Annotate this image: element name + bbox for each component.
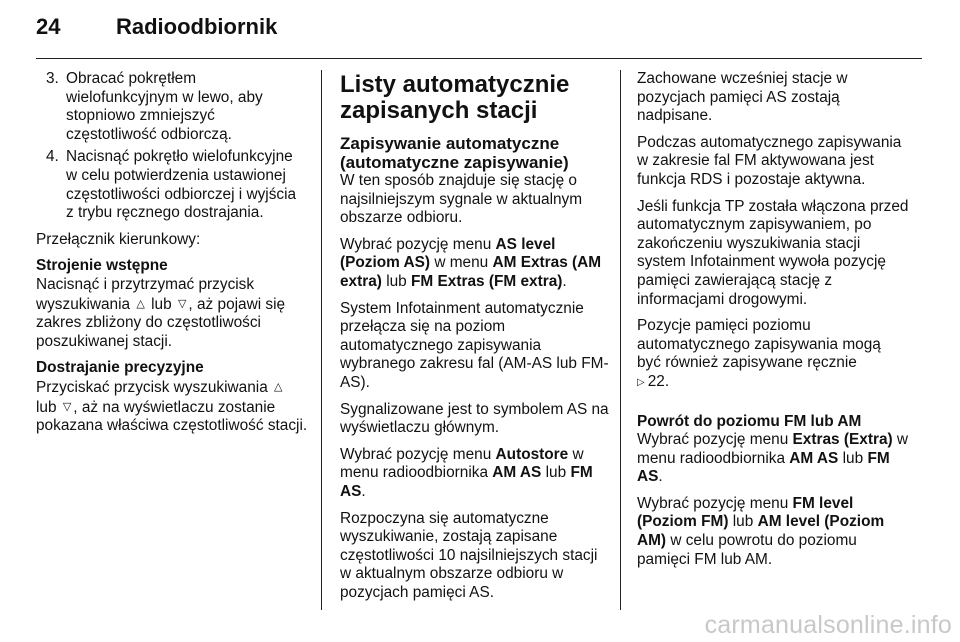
text-run: w celu powrotu do poziomu pamięci FM lub AM.: [637, 532, 857, 568]
menu-item-ref: FM AS: [637, 449, 890, 486]
menu-item-ref: AS level (Poziom AS): [340, 235, 556, 272]
paragraph: Jeśli funkcja TP została włączona przed automatycznym zapisywaniem, po zakończeniu wyszukiwania stacji system Infotainment wywoła pozycję pamięci zawierającą stację z informacjami drogowymi.: [637, 197, 909, 308]
paragraph: System Infotainment automatycznie przełącza się na poziom automatycznego zapisywania wybranego zakresu fal (AM-AS lub FM-AS).: [340, 299, 609, 391]
menu-item-ref: AM AS: [789, 449, 839, 467]
text-run: lub: [151, 295, 172, 313]
steps-list: [36, 70, 308, 223]
text-run: .: [658, 468, 663, 486]
text-run: lub: [36, 398, 57, 416]
section-heading: Powrót do poziomu FM lub AM: [637, 412, 862, 430]
fine-tuning-heading: Dostrajanie precyzyjne: [36, 359, 204, 377]
paragraph: [340, 446, 612, 502]
menu-item-ref: AM level (Poziom AM): [637, 513, 885, 550]
paragraph: [637, 495, 909, 569]
seek-down-icon: ▽: [177, 297, 187, 310]
text-run: Wybrać pozycję menu: [340, 445, 492, 463]
fine-tuning-text: [36, 378, 308, 436]
text-run: Pozycje pamięci poziomu automatycznego zapisywania mogą być również zapisywane ręcznie: [637, 317, 881, 372]
spacer: [637, 401, 909, 413]
seek-up-icon: △: [136, 297, 145, 310]
column-1: [36, 70, 308, 444]
step-4: [36, 148, 308, 222]
watermark: carmanualsonline.info: [704, 611, 952, 639]
text-run: lub: [732, 513, 754, 531]
text-run: Wybrać pozycję menu: [340, 235, 492, 253]
text-run: .: [361, 482, 366, 500]
paragraph: Podczas automatycznego zapisywania w zakresie fal FM aktywowana jest funkcja RDS i pozostaje aktywna.: [637, 133, 902, 188]
coarse-tuning-heading: Strojenie wstępne: [36, 257, 168, 275]
paragraph: Sygnalizowane jest to symbolem AS na wyświetlaczu głównym.: [340, 400, 609, 437]
menu-item-ref: AM Extras (AM extra): [340, 254, 602, 290]
menu-item-ref: FM AS: [340, 464, 593, 500]
header-rule: [36, 58, 922, 59]
section-title: Radioodbiornik: [116, 14, 278, 39]
page-number: 24: [36, 14, 61, 39]
paragraph: [637, 317, 909, 392]
text-run: w menu radioodbiornika: [340, 445, 584, 482]
menu-item-ref: FM level (Poziom FM): [637, 494, 854, 531]
step-3: [36, 70, 308, 144]
text-run: lub: [386, 272, 407, 290]
text-run: w menu radioodbiornika: [637, 431, 909, 467]
text-run: Przyciskać przycisk wyszukiwania: [36, 378, 268, 396]
paragraph: Zachowane wcześniej stacje w pozycjach pamięci AS zostają nadpisane.: [637, 70, 848, 125]
text-run: lub: [842, 449, 864, 467]
text-run: , aż na wyświetlaczu zostanie pokazana właściwa częstotliwość stacji.: [36, 398, 308, 435]
page-ref: 22.: [647, 372, 670, 390]
text-run: , aż pojawi się zakres zbliżony do częstotliwości poszukiwanej stacji.: [36, 295, 286, 350]
text-run: Wybrać pozycję menu: [637, 431, 789, 449]
column-divider: [620, 70, 621, 610]
menu-item-ref: FM Extras (FM extra): [411, 272, 563, 290]
column-3: [637, 70, 909, 577]
menu-item-ref: AM AS: [492, 464, 542, 482]
column-2: [340, 70, 612, 610]
step-number: 4.: [46, 148, 59, 166]
menu-item-ref: Autostore: [495, 445, 569, 463]
coarse-tuning-text: [36, 276, 308, 351]
paragraph: [340, 236, 612, 292]
column-divider: [321, 70, 322, 610]
step-text: Nacisnąć pokrętło wielofunkcyjne w celu potwierdzenia ustawionej częstotliwości odbiorczej i wyjścia z trybu ręcznego dostrajania.: [66, 148, 297, 222]
paragraph: [637, 431, 909, 487]
seek-down-icon: ▽: [62, 400, 72, 413]
text-run: Nacisnąć i przytrzymać przycisk wyszukiwania: [36, 275, 255, 313]
page-header: [36, 14, 926, 48]
subsection-title: Zapisywanie automatyczne (automatyczne zapisywanie): [340, 134, 569, 172]
paragraph: W ten sposób znajduje się stację o najsilniejszym sygnale w aktualnym obszarze odbioru.: [340, 172, 583, 227]
seek-up-icon: △: [274, 380, 283, 393]
step-text: Obracać pokrętłem wielofunkcyjnym w lewo, aby stopniowo zmniejszyć częstotliwość odbiorczą.: [66, 70, 263, 143]
text-run: w menu: [434, 254, 489, 272]
menu-item-ref: Extras (Extra): [792, 431, 893, 449]
switch-label: Przełącznik kierunkowy:: [36, 230, 201, 248]
chapter-title: Listy automatycznie zapisanych stacji: [340, 71, 570, 124]
step-number: 3.: [46, 70, 59, 87]
page-ref-icon: ▷: [637, 376, 645, 388]
paragraph: Rozpoczyna się automatyczne wyszukiwanie, zostają zapisane częstotliwości 10 najsilniejszych stacji w aktualnym obszarze odbioru w pozycjach pamięci AS.: [340, 509, 598, 601]
text-run: .: [562, 272, 567, 290]
text-run: Wybrać pozycję menu: [637, 494, 789, 512]
text-run: lub: [545, 464, 567, 482]
